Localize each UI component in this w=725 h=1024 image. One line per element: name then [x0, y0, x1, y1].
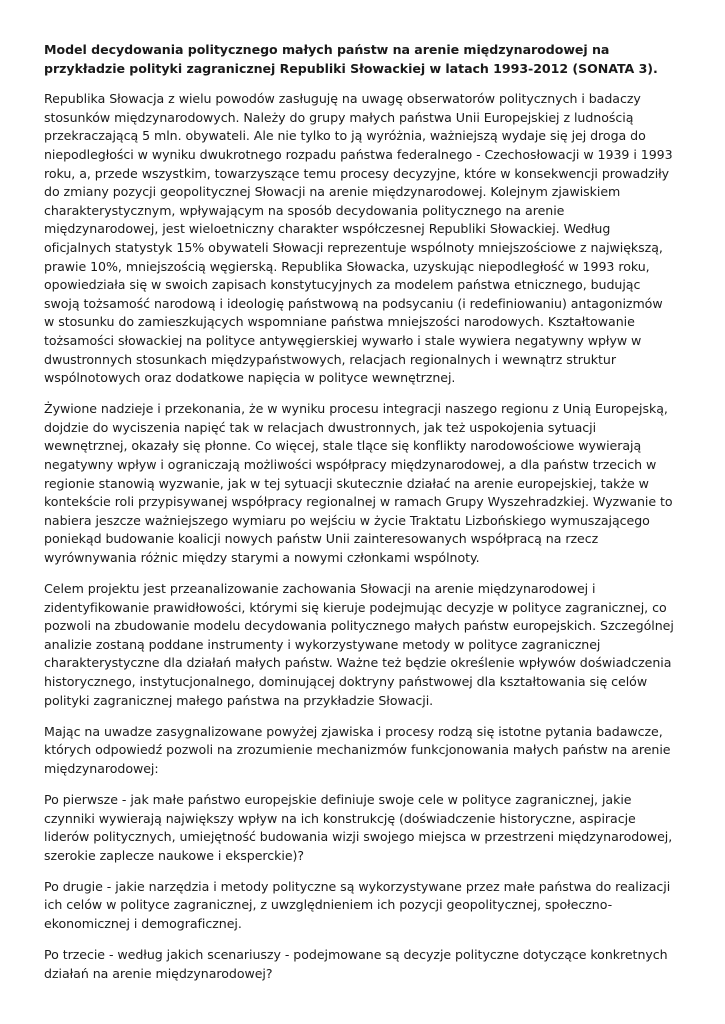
paragraph-hopes: Żywione nadzieje i przekonania, że w wyniku procesu integracji naszego regionu z Unią Europejską, dojdzie do wyciszenia napięć tak w relacjach dwustronnych, jak też uspokojenia sytuacji wewnętrznej, okazały się płonne. Co więcej, stale tlące się konflikty narodowościowe wywierają negatywny wpływ i ograniczają możliwości współpracy międzynarodowej, a dla państw trzecich w regionie stanowią wyzwanie, jak w tej sytuacji skutecznie działać na arenie europejskiej, także w kontekście roli przypisywanej współpracy regionalnej w ramach Grupy Wyszehradzkiej. Wyzwanie to nabiera jeszcze ważniejszego wymiaru po wejściu w życie Traktatu Lizbońskiego wymuszającego poniekąd budowanie koalicji nowych państw Unii zainteresowanych współpracą na rzecz wyrównywania różnic między starymi a nowymi członkami wspólnoty. [44, 401, 673, 565]
paragraph-intro: Republika Słowacja z wielu powodów zasługuję na uwagę obserwatorów politycznych i badaczy stosunków międzynarodowych. Należy do grupy małych państwa Unii Europejskiej z ludnością przekraczającą 5 mln. obywateli. Ale nie tylko to ją wyróżnia, ważniejszą wydaje się jej droga do niepodległości w wyniku dwukrotnego rozpadu państwa federalnego - Czechosłowacji w 1939 i 1993 roku, a, przede wszystkim, towarzyszące temu procesy decyzyjne, które w konsekwencji prowadziły do zmiany pozycji geopolitycznej Słowacji na arenie międzynarodowej. Kolejnym zjawiskiem charakterystycznym, wpływającym na sposób decydowania politycznego na arenie międzynarodowej, jest wieloetniczny charakter współczesnej Republiki Słowackiej. Według oficjalnych statystyk 15% obywateli Słowacji reprezentuje wspólnoty mniejszościowe z największą, prawie 10%, mniejszością węgierską. Republika Słowacka, uzyskując niepodległość w 1993 roku, opowiedziała się w swoich zapisach konstytucyjnych za modelem państwa etnicznego, budując swoją tożsamość narodową i ideologię państwową na podsycaniu (i redefiniowaniu) antagonizmów w stosunku do zamieszkujących wspomniane państwa mniejszości narodowych. Kształtowanie tożsamości słowackiej na polityce antywęgierskiej wywarło i stale wywiera negatywny wpływ w dwustronnych stosunkach międzypaństwowych, relacjach regionalnych i wewnątrz struktur wspólnotowych oraz dodatkowe napięcia w polityce wewnętrznej. [44, 91, 673, 386]
paragraph-question-first: Po pierwsze - jak małe państwo europejskie definiuje swoje cele w polityce zagranicznej, jakie czynniki wywierają największy wpływ na ich konstrukcję (doświadczenie historyczne, aspiracje liderów politycznych, umiejętność budowania wizji swojego miejsca w przestrzeni międzynarodowej, szerokie zaplecze naukowe i eksperckie)? [44, 791, 673, 863]
paragraph-research-questions: Mając na uwadze zasygnalizowane powyżej zjawiska i procesy rodzą się istotne pytania badawcze, których odpowiedź pozwoli na zrozumienie mechanizmów funkcjonowania małych państw na arenie międzynarodowej: [44, 723, 671, 776]
paragraph-question-third: Po trzecie - według jakich scenariuszy - podejmowane są decyzje polityczne dotyczące konkretnych działań na arenie międzynarodowej? [44, 947, 668, 981]
document-title: Model decydowania politycznego małych państw na arenie międzynarodowej na przykładzie polityki zagranicznej Republiki Słowackiej w latach 1993-2012 (SONATA 3). [44, 42, 658, 76]
paragraph-project-goal: Celem projektu jest przeanalizowanie zachowania Słowacji na arenie międzynarodowej i zidentyfikowanie prawidłowości, którymi się kieruje podejmując decyzje w polityce zagranicznej, co pozwoli na zbudowanie modelu decydowania politycznego małych państw europejskich. Szczególnej analizie zostaną poddane instrumenty i wykorzystywane metody w polityce zagranicznej charakterystyczne dla działań małych państw. Ważne też będzie określenie wpływów doświadczenia historycznego, instytucjonalnego, dominującej doktryny państwowej dla kształtowania się celów polityki zagranicznej małego państwa na przykładzie Słowacji. [44, 581, 674, 708]
paragraph-question-second: Po drugie - jakie narzędzia i metody polityczne są wykorzystywane przez małe państwa do realizacji ich celów w polityce zagranicznej, z uwzględnieniem ich pozycji geopolitycznej, społeczno-ekonomicznej i demograficznej. [44, 878, 671, 932]
